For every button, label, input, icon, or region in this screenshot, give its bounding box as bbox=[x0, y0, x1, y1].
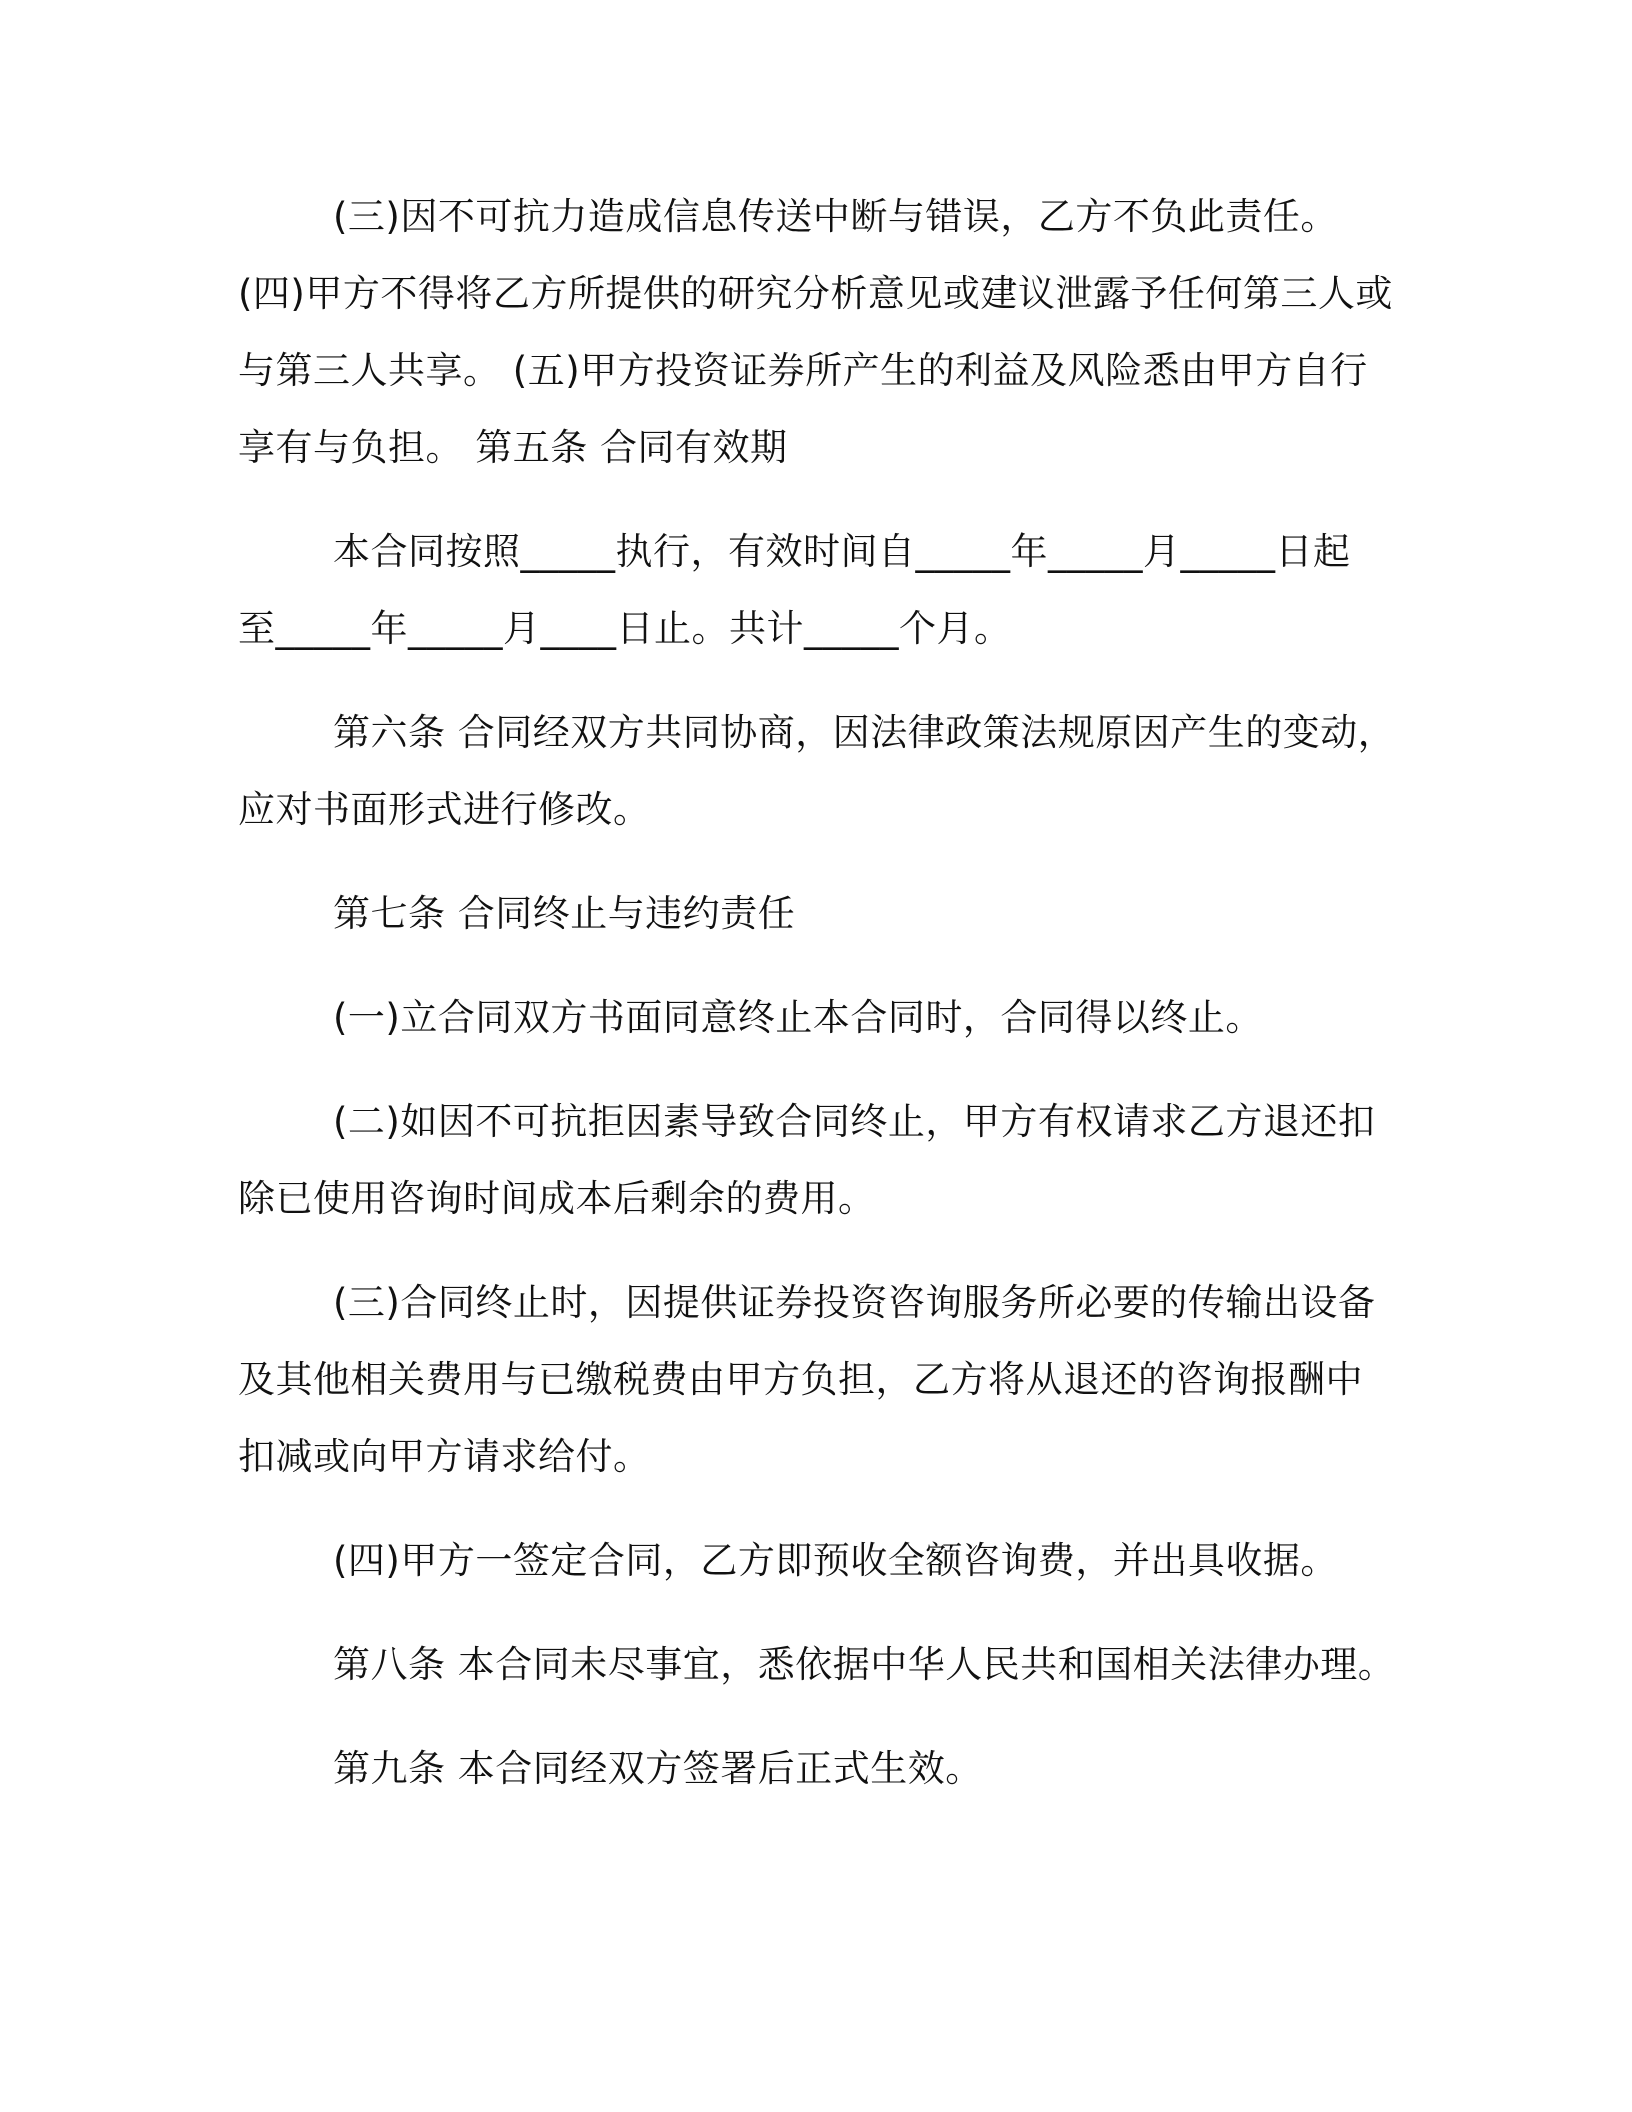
text-line: 及其他相关费用与已缴税费由甲方负担，乙方将从退还的咨询报酬中 bbox=[238, 1358, 1363, 1401]
text-line: 第八条 本合同未尽事宜，悉依据中华人民共和国相关法律办理。 bbox=[333, 1643, 1396, 1686]
text-line: (三)因不可抗力造成信息传送中断与错误，乙方不负此责任。 bbox=[333, 195, 1338, 238]
section-heading: 第七条 合同终止与违约责任 bbox=[333, 892, 796, 935]
text-line: (三)合同终止时，因提供证券投资咨询服务所必要的传输出设备 bbox=[333, 1281, 1376, 1324]
text-line: 享有与负担。 第五条 合同有效期 bbox=[238, 426, 788, 469]
text-line: 第九条 本合同经双方签署后正式生效。 bbox=[333, 1747, 983, 1790]
text-line: 除已使用咨询时间成本后剩余的费用。 bbox=[238, 1177, 876, 1220]
text-line: (一)立合同双方书面同意终止本合同时，合同得以终止。 bbox=[333, 996, 1263, 1039]
text-line: 至_____年_____月____日止。共计_____个月。 bbox=[238, 607, 1012, 650]
text-line: (四)甲方一签定合同，乙方即预收全额咨询费，并出具收据。 bbox=[333, 1539, 1338, 1582]
text-line: 应对书面形式进行修改。 bbox=[238, 788, 651, 831]
text-line: (四)甲方不得将乙方所提供的研究分析意见或建议泄露予任何第三人或 bbox=[238, 272, 1393, 315]
text-line: 本合同按照_____执行，有效时间自_____年_____月_____日起 bbox=[333, 530, 1351, 573]
text-line: 扣减或向甲方请求给付。 bbox=[238, 1435, 651, 1478]
text-line: 第六条 合同经双方共同协商，因法律政策法规原因产生的变动， bbox=[333, 711, 1396, 754]
text-line: 与第三人共享。 (五)甲方投资证券所产生的利益及风险悉由甲方自行 bbox=[238, 349, 1368, 392]
text-line: (二)如因不可抗拒因素导致合同终止，甲方有权请求乙方退还扣 bbox=[333, 1100, 1376, 1143]
